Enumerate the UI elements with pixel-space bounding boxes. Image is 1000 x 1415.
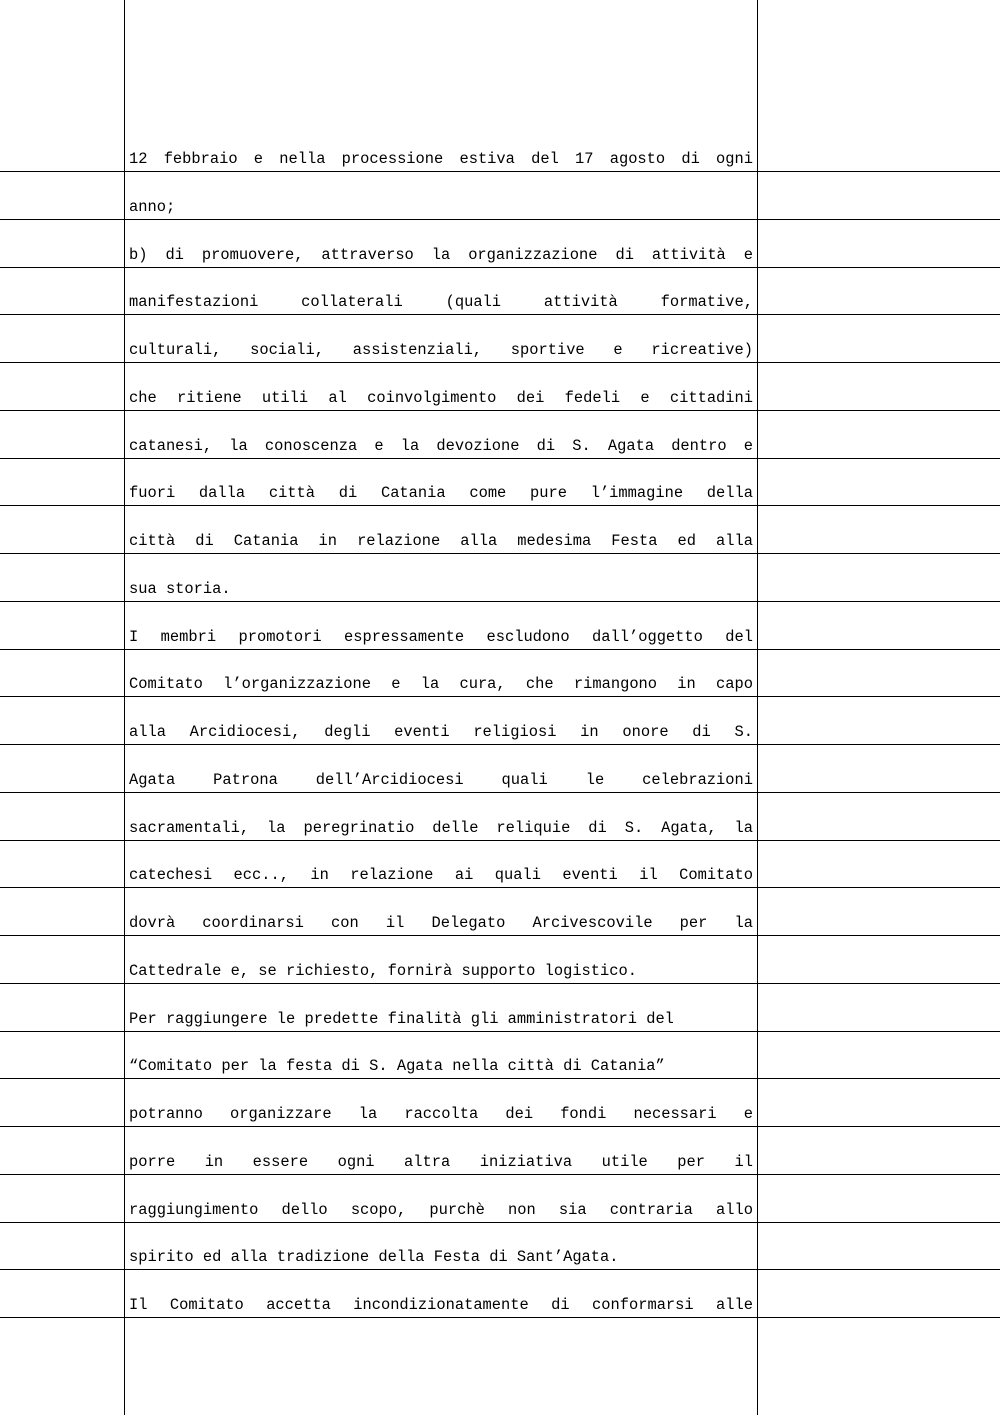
text-line: 12 febbraio e nella processione estiva del 17 agosto di ogni (129, 150, 753, 168)
text-line: potranno organizzare la raccolta dei fondi necessari e (129, 1105, 753, 1123)
ruled-line (0, 792, 1000, 793)
text-line: Agata Patrona dell’Arcidiocesi quali le celebrazioni (129, 771, 753, 789)
text-line: I membri promotori espressamente escludono dall’oggetto del (129, 628, 753, 646)
text-line: porre in essere ogni altra iniziativa utile per il (129, 1153, 753, 1171)
ruled-line (0, 362, 1000, 363)
ruled-line (0, 744, 1000, 745)
text-line: Il Comitato accetta incondizionatamente di conformarsi alle (129, 1296, 753, 1314)
ruled-line (0, 458, 1000, 459)
right-margin-rule (757, 0, 758, 1415)
ruled-line (0, 1269, 1000, 1270)
ruled-line (0, 840, 1000, 841)
ruled-line (0, 649, 1000, 650)
text-line: spirito ed alla tradizione della Festa di Sant’Agata. (129, 1248, 619, 1266)
ruled-line (0, 1126, 1000, 1127)
text-line: città di Catania in relazione alla medesima Festa ed alla (129, 532, 753, 550)
text-line: Cattedrale e, se richiesto, fornirà supporto logistico. (129, 962, 637, 980)
text-line: sacramentali, la peregrinatio delle reliquie di S. Agata, la (129, 819, 753, 837)
text-line: che ritiene utili al coinvolgimento dei fedeli e cittadini (129, 389, 753, 407)
text-line: Per raggiungere le predette finalità gli amministratori del (129, 1010, 674, 1028)
ruled-line (0, 1317, 1000, 1318)
text-line: anno; (129, 198, 176, 216)
text-line: fuori dalla città di Catania come pure l’immagine della (129, 484, 753, 502)
text-line: manifestazioni collaterali (quali attività formative, (129, 293, 753, 311)
text-line: “Comitato per la festa di S. Agata nella città di Catania” (129, 1057, 665, 1075)
ruled-line (0, 1174, 1000, 1175)
ruled-line (0, 505, 1000, 506)
ruled-line (0, 1078, 1000, 1079)
ruled-line (0, 314, 1000, 315)
ruled-line (0, 553, 1000, 554)
ruled-line (0, 267, 1000, 268)
text-line: culturali, sociali, assistenziali, sportive e ricreative) (129, 341, 753, 359)
text-line: sua storia. (129, 580, 231, 598)
text-line: dovrà coordinarsi con il Delegato Arcivescovile per la (129, 914, 753, 932)
text-line: alla Arcidiocesi, degli eventi religiosi in onore di S. (129, 723, 753, 741)
text-line: catanesi, la conoscenza e la devozione di S. Agata dentro e (129, 437, 753, 455)
ruled-line (0, 171, 1000, 172)
ruled-line (0, 887, 1000, 888)
ruled-line (0, 1222, 1000, 1223)
ruled-line (0, 935, 1000, 936)
text-line: raggiungimento dello scopo, purchè non sia contraria allo (129, 1201, 753, 1219)
ruled-line (0, 696, 1000, 697)
ruled-line (0, 219, 1000, 220)
ruled-line (0, 1031, 1000, 1032)
left-margin-rule (124, 0, 125, 1415)
ruled-line (0, 983, 1000, 984)
ruled-line (0, 410, 1000, 411)
text-line: Comitato l’organizzazione e la cura, che rimangono in capo (129, 675, 753, 693)
text-line: catechesi ecc.., in relazione ai quali eventi il Comitato (129, 866, 753, 884)
ruled-line (0, 601, 1000, 602)
text-line: b) di promuovere, attraverso la organizzazione di attività e (129, 246, 753, 264)
